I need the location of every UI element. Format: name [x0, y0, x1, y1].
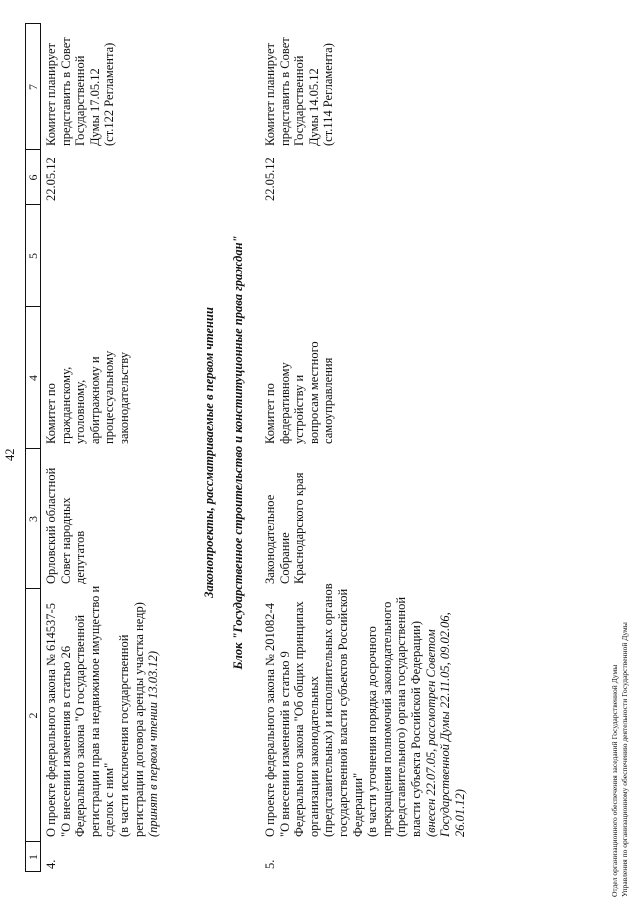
- row-5-initiator-line: Краснодарского края: [292, 472, 307, 584]
- row-4-initiator-line: Орловский областной: [44, 467, 58, 584]
- row-4-initiator-line: Совет народных: [58, 497, 73, 584]
- row-4-bill-line: регистрации договора аренды участка недр): [131, 602, 146, 837]
- column-number-1: 1: [26, 854, 40, 860]
- row-4-bill-line: регистрации прав на недвижимое имущество и: [87, 585, 102, 837]
- row-5-bill-line: (в части уточнения порядка досрочного: [365, 626, 380, 837]
- row-4-committee-line: гражданскому,: [58, 366, 73, 444]
- row-4-number: 4.: [44, 859, 58, 869]
- row-5-committee-line: вопросам местного: [306, 341, 321, 444]
- column-number-7: 7: [26, 84, 40, 90]
- row-5-bill-line: государственной власти субъектов Российской: [336, 588, 350, 837]
- row-5-bill-line: власти субъекта Российской Федерации): [409, 621, 423, 837]
- row-4-committee-line: законодательству: [117, 351, 131, 444]
- row-4-date: 22.05.12: [44, 157, 58, 201]
- row-4-committee-line: арбитражному и: [87, 356, 102, 444]
- row-5-bill-note-line: 26.01.12): [452, 789, 467, 837]
- row-4-remark-line: (ст.122 Регламента): [102, 42, 117, 146]
- row-5-date: 22.05.12: [263, 157, 277, 201]
- row-4-initiator-line: депутатов: [73, 530, 88, 584]
- row-4-bill-note: (принят в первом чтении 13.03.12): [146, 650, 161, 837]
- row-5-initiator-line: Законодательное: [263, 494, 277, 584]
- row-5-initiator-line: Собрание: [277, 532, 292, 584]
- row-4-remark-line: Государственной: [73, 55, 88, 146]
- page-number: 42: [3, 448, 17, 461]
- row-5-remark-line: Думы 14.05.12: [306, 68, 321, 146]
- footer-line: Отдел организационного обеспечения заседаний Государственной Думы: [610, 664, 619, 897]
- row-4-bill-line: Федерального закона "О государственной: [73, 614, 88, 837]
- row-5-bill-line: "О внесении изменений в статью 9: [277, 651, 292, 837]
- column-number-4: 4: [26, 375, 40, 381]
- row-4-remark-line: представить в Совет: [58, 37, 73, 146]
- row-4-bill-line: (в части исключения государственной: [117, 634, 131, 837]
- row-5-bill-note-line: (внесен 22.07.05, рассмотрен Советом: [423, 629, 438, 837]
- row-5-committee-line: федеративному: [277, 362, 292, 444]
- row-5-bill-line: Федерального закона "Об общих принципах: [292, 601, 307, 837]
- row-5-bill-line: (представительных) и исполнительных органов: [321, 583, 336, 837]
- block-title: Блок "Государственное строительство и конституционные права граждан": [231, 235, 245, 670]
- row-5-committee-line: устройству и: [292, 374, 307, 444]
- row-5-bill-line: О проекте федерального закона № 201082-4: [263, 603, 277, 837]
- row-5-remark-line: (ст.114 Регламента): [321, 43, 336, 146]
- row-4-bill-line: сделок с ним": [102, 762, 117, 837]
- row-4-remark-line: Думы 17.05.12: [87, 68, 102, 146]
- column-number-5: 5: [26, 253, 40, 259]
- row-5-number: 5.: [263, 859, 277, 869]
- column-number-2: 2: [26, 712, 40, 719]
- row-5-committee-line: самоуправления: [321, 357, 336, 444]
- row-5-remark-line: Комитет планирует: [263, 43, 277, 146]
- row-5-remark-line: Государственной: [292, 55, 307, 146]
- row-4-committee-line: Комитет по: [44, 383, 58, 444]
- row-5-bill-line: прекращения полномочий законодательного: [379, 601, 394, 837]
- row-4-committee-line: уголовному,: [73, 379, 88, 444]
- row-5-bill-line: организации законодательных: [306, 676, 321, 837]
- row-5-bill-line: Федерации": [350, 772, 365, 837]
- row-5-committee-line: Комитет по: [263, 383, 277, 444]
- row-4-committee-line: процессуальному: [102, 350, 117, 444]
- footer-line: Управления по организационному обеспечению деятельности Государственной Думы: [620, 622, 629, 897]
- row-4-bill-line: О проекте федерального закона № 614537-5: [44, 603, 58, 837]
- row-4-bill-line: "О внесении изменения в статью 26: [58, 645, 73, 837]
- section-title: Законопроекты, рассматриваемые в первом чтении: [202, 307, 216, 598]
- column-number-3: 3: [26, 516, 40, 522]
- row-5-remark-line: представить в Совет: [277, 37, 292, 146]
- column-number-6: 6: [26, 174, 40, 181]
- row-4-remark-line: Комитет планирует: [44, 43, 58, 146]
- row-5-bill-note-line: Государственной Думы 22.11.05, 09.02.06,: [438, 612, 453, 837]
- row-5-bill-line: (представительного) органа государственной: [394, 596, 409, 837]
